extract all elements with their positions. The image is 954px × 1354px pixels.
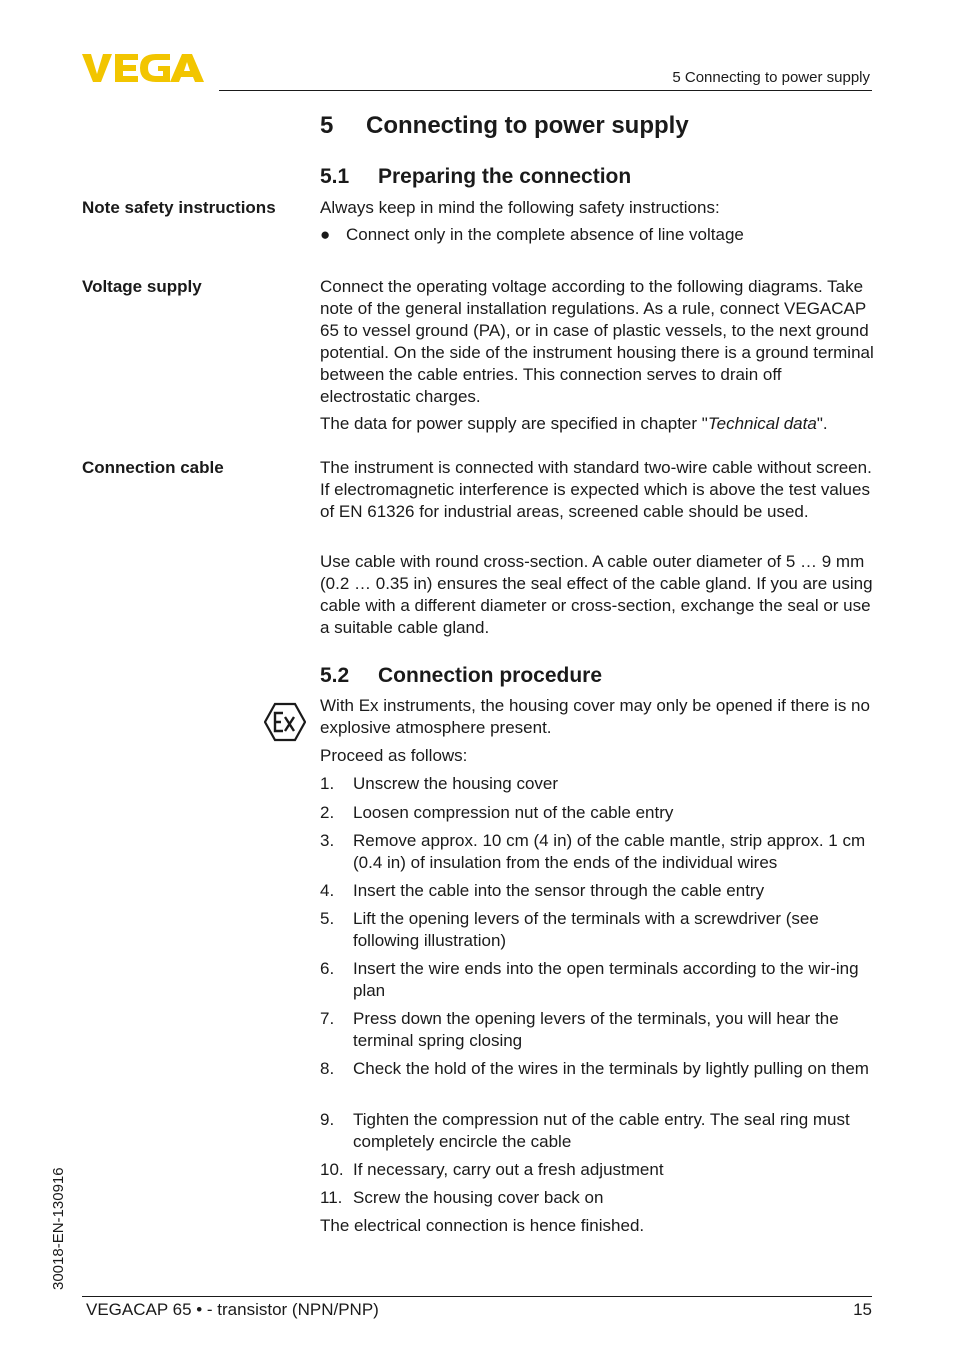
technical-data-link: Technical data (707, 414, 817, 433)
vega-logo (82, 52, 212, 84)
document-id: 30018-EN-130916 (50, 1167, 67, 1290)
footer-product: VEGACAP 65 • - transistor (NPN/PNP) (86, 1300, 379, 1319)
list-item: 1. Unscrew the housing cover (320, 774, 559, 793)
header-chapter: 5 Connecting to power supply (672, 69, 870, 86)
procedure-intro: Proceed as follows: (320, 746, 468, 765)
section-number: 5 (320, 112, 334, 139)
page-number: 15 (853, 1300, 872, 1319)
bullet-icon: ● (320, 225, 331, 244)
procedure-closing: The electrical connection is hence finished. (320, 1216, 645, 1235)
section-title: Connecting to power supply (366, 112, 689, 139)
ex-icon (264, 702, 306, 742)
list-item: 11. Screw the housing cover back on (320, 1188, 604, 1207)
header-divider (219, 90, 872, 91)
subsection-title: Connection procedure (378, 664, 603, 687)
voltage-paragraph: Connect the operating voltage according to the following diagrams. Take note of the general installation regulations. As a rule, connect VEGACAP 65 to vessel ground (PA), or in case of plastic vessels, to the next ground potential. On the side of the instrument housing there is a ground terminal between the cable entries. This connection serves to drain off electrostatic charges. (320, 277, 874, 406)
margin-label-cable: Connection cable (82, 458, 224, 477)
voltage-reference (320, 413, 876, 435)
subsection-number: 5.2 (320, 664, 350, 687)
list-item: 8. Check the hold of the wires in the terminals by lightly pulling on them (320, 1059, 869, 1078)
subsection-heading-5-1 (320, 165, 631, 189)
section-heading (320, 112, 689, 140)
safety-bullet-text: Connect only in the complete absence of line voltage (346, 225, 744, 244)
footer-divider (82, 1296, 872, 1297)
subsection-heading-5-2 (320, 664, 602, 688)
subsection-number: 5.1 (320, 165, 350, 188)
list-item: 2. Loosen compression nut of the cable entry (320, 803, 674, 822)
voltage-reference-end: ". (816, 414, 828, 433)
subsection-title: Preparing the connection (378, 165, 632, 188)
list-item: 4. Insert the cable into the sensor through the cable entry (320, 881, 765, 900)
margin-label-safety: Note safety instructions (82, 198, 276, 217)
safety-intro: Always keep in mind the following safety instructions: (320, 198, 720, 217)
safety-bullet (320, 225, 744, 245)
cable-paragraph-2: Use cable with round cross-section. A cable outer diameter of 5 … 9 mm (0.2 … 0.35 in) ensures the seal effect of the cable gland. If you are using cable with a different diameter or cross-section, exchange the seal or use a suitable cable gland. (320, 552, 873, 637)
voltage-reference-text: The data for power supply are specified in chapter " (320, 414, 708, 433)
list-item: 9. Tighten the compression nut of the cable entry. The seal ring must completely encircle the cable (320, 1110, 850, 1151)
list-item: 10. If necessary, carry out a fresh adjustment (320, 1160, 664, 1179)
list-item: 3. Remove approx. 10 cm (4 in) of the cable mantle, strip approx. 1 cm (0.4 in) of insulation from the ends of the individual wires (320, 831, 866, 872)
ex-warning: With Ex instruments, the housing cover may only be opened if there is no explosive atmosphere present. (320, 696, 870, 737)
margin-label-voltage: Voltage supply (82, 277, 202, 296)
cable-paragraph-1: The instrument is connected with standard two-wire cable without screen. If electromagnetic interference is expected which is above the test values of EN 61326 for industrial areas, screened cable should be used. (320, 458, 872, 521)
list-item: 6. Insert the wire ends into the open terminals according to the wir-ing plan (320, 959, 859, 1000)
list-item: 7. Press down the opening levers of the terminals, you will hear the terminal spring closing (320, 1009, 839, 1050)
list-item: 5. Lift the opening levers of the terminals with a screwdriver (see following illustration) (320, 909, 819, 950)
